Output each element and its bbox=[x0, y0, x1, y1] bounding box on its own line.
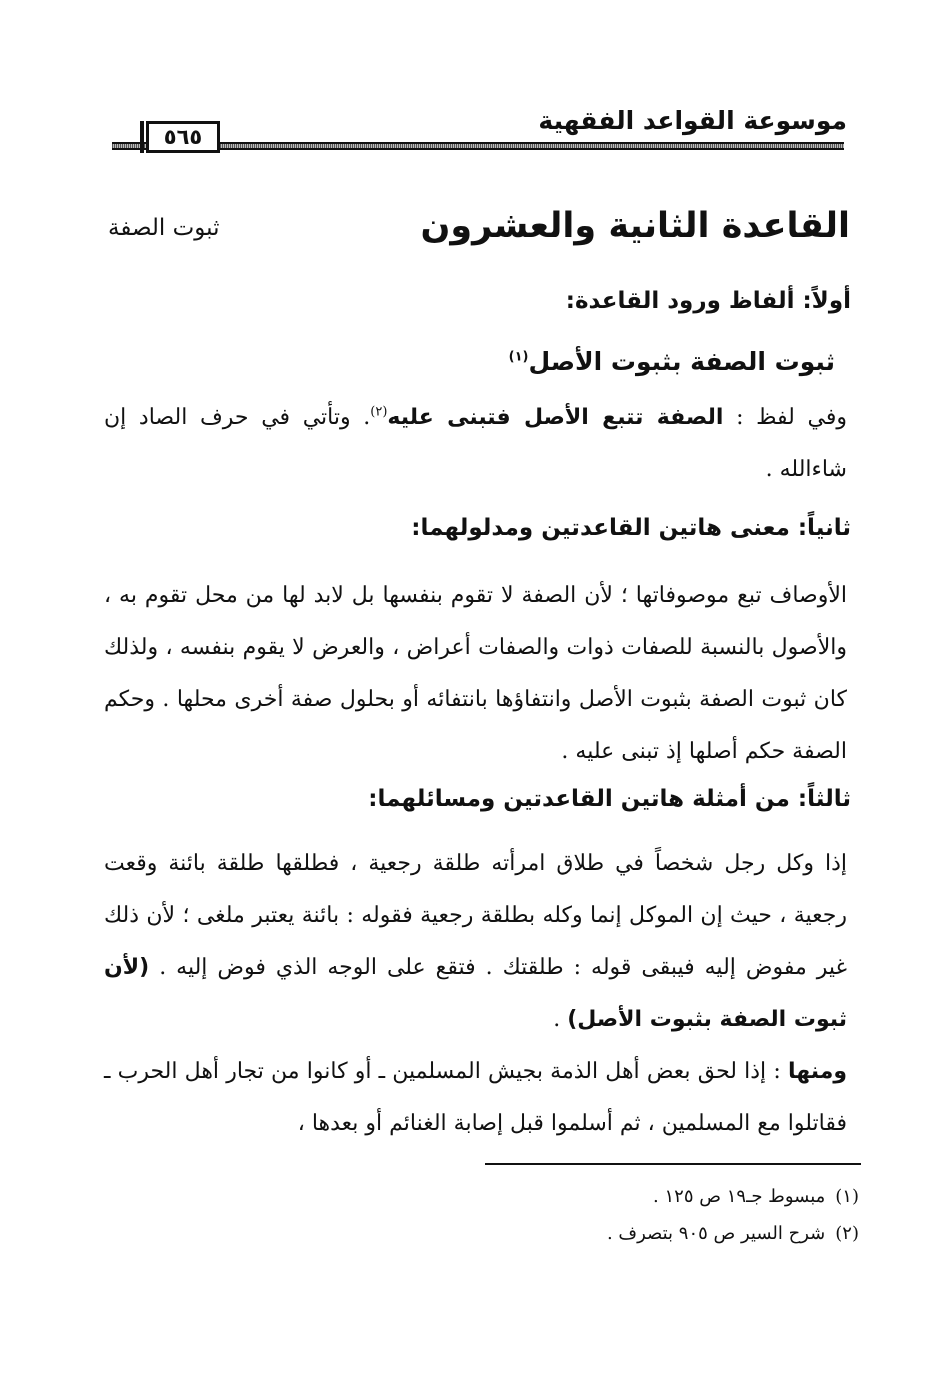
rule-statement bbox=[509, 342, 835, 382]
example-1-text: إذا وكل رجل شخصاً في طلاق امرأته طلقة رجعية ، فطلقها طلقة بائنة وقعت رجعية ، حيث إن الموكل إنما وكله بطلقة رجعية فقوله : بائنة يعتبر ملغى ؛ لأن ذلك غير مفوض إليه فيبقى قوله : طلقتك . فتقع على الوجه الذي فوض إليه . bbox=[104, 851, 847, 980]
meaning-paragraph: الأوصاف تبع موصوفاتها ؛ لأن الصفة لا تقوم بنفسها بل لابد لها من محل تقوم به ، والأصول بالنسبة للصفات ذوات والصفات أعراض ، والعرض لا يقوم بنفسه ، ولذلك كان ثبوت الصفة بثبوت الأصل وانتفاؤها بانتفائه أو بحلول صفة أخرى محلها . وحكم الصفة حكم أصلها إذ تبنى عليه . bbox=[104, 583, 847, 764]
footnote-text: شرح السير ص ٩٠٥ بتصرف . bbox=[606, 1223, 826, 1244]
section-heading-examples: ثالثاً: من أمثلة هاتين القاعدتين ومسائلهما: bbox=[368, 786, 851, 812]
example-1-rule: (لأن ثبوت الصفة بثبوت الأصل) bbox=[104, 955, 847, 1032]
alt-wording: الصفة تتبع الأصل فتبنى عليه bbox=[387, 405, 724, 430]
running-header-title: موسوعة القواعد الفقهية bbox=[538, 106, 847, 135]
rule-statement-text: ثبوت الصفة بثبوت الأصل bbox=[528, 347, 835, 376]
footnote-number: (٢) bbox=[835, 1223, 859, 1244]
footnote-1 bbox=[653, 1182, 859, 1212]
example-2-lead: ومنها bbox=[787, 1059, 847, 1084]
example-paragraph-2 bbox=[104, 1046, 847, 1150]
rule-title: القاعدة الثانية والعشرون bbox=[420, 206, 850, 246]
example-2-text: : إذا لحق بعض أهل الذمة بجيش المسلمين ـ أو كانوا من تجار أهل الحرب ـ فقاتلوا مع المسلمين ، ثم أسلموا قبل إصابة الغنائم أو بعدها ، bbox=[104, 1059, 847, 1136]
example-paragraph-1 bbox=[104, 838, 847, 1046]
section-heading-wording: أولاً: ألفاظ ورود القاعدة: bbox=[565, 288, 851, 314]
header-rule bbox=[112, 142, 844, 150]
alternate-wording-paragraph bbox=[104, 392, 847, 496]
section-heading-meaning: ثانياً: معنى هاتين القاعدتين ومدلولهما: bbox=[411, 515, 851, 541]
footnote-2 bbox=[607, 1219, 859, 1249]
alt-prefix: وفي لفظ : bbox=[723, 405, 847, 430]
footnote-number: (١) bbox=[835, 1186, 859, 1207]
alt-suffix: . وتأتي في حرف الصاد إن شاءالله . bbox=[104, 405, 847, 482]
footnote-rule bbox=[485, 1163, 861, 1165]
example-1-end: . bbox=[553, 1007, 568, 1032]
page-number: ٥٦٥ bbox=[146, 121, 220, 153]
footnote-ref-1: (١) bbox=[508, 349, 529, 365]
footnote-ref-2: (٢) bbox=[370, 404, 388, 420]
footnote-text: مبسوط جـ١٩ ص ١٢٥ . bbox=[653, 1186, 826, 1207]
rule-subject: ثبوت الصفة bbox=[108, 215, 220, 241]
